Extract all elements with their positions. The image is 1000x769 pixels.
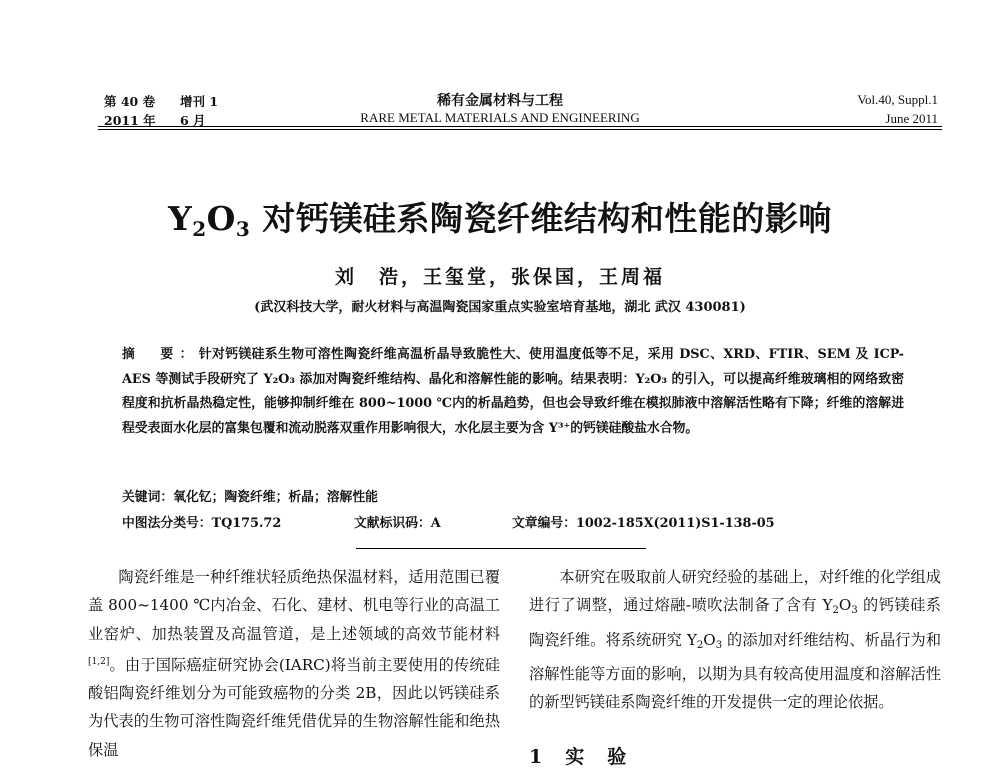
header-rule-thin — [98, 129, 942, 130]
affiliation: (武汉科技大学，耐火材料与高温陶瓷国家重点实验室培育基地，湖北 武汉 430081) — [254, 300, 746, 315]
keywords-label: 关键词： — [122, 490, 174, 505]
body-column-left — [88, 563, 500, 764]
author-list: 刘 浩，王玺堂，张保国，王周福 — [334, 266, 665, 288]
publication-month: 6 月 — [180, 113, 206, 128]
body-column-right — [529, 563, 941, 716]
publication-year: 2011 年 — [104, 113, 156, 128]
abstract-divider — [356, 548, 646, 549]
journal-title-cn: 稀有金属材料与工程 — [437, 93, 563, 109]
intro-paragraph: 陶瓷纤维是一种纤维状轻质绝热保温材料，适用范围已覆盖 800~1400 ℃内冶金、石化、建材、机电等行业的高温工业窑炉、加热装置及高温管道，是上述领域的高效节能材料[1,2]。由于国际癌症研究协会(IARC)将当前主要使用的传统硅酸铝陶瓷纤维划分为可能致癌物的分类 2B，因此以钙镁硅系为代表的生物可溶性陶瓷纤维凭借优异的生物溶解性能和绝热保温 — [88, 568, 500, 759]
section-heading: 1 实 验 — [529, 746, 629, 768]
date-en: June 2011 — [885, 111, 938, 126]
clc-number: 中图法分类号：TQ175.72 — [122, 516, 282, 531]
document-code: 文献标识码：A — [354, 516, 441, 531]
supplement-number: 增刊 1 — [180, 94, 219, 109]
journal-title-en: RARE METAL MATERIALS AND ENGINEERING — [360, 110, 640, 125]
volume-number: 第 40 卷 — [104, 94, 156, 109]
abstract-label: 摘 要： — [122, 347, 199, 362]
article-title: $Y_2O_3$ 对钙镁硅系陶瓷纤维结构和性能的影响 — [168, 199, 832, 241]
header-rule — [98, 126, 942, 127]
keywords — [122, 486, 378, 505]
volume-en: Vol.40, Suppl.1 — [857, 92, 938, 107]
article-number: 文章编号：1002-185X(2011)S1-138-05 — [512, 516, 775, 531]
keywords-text: 氧化钇；陶瓷纤维；析晶；溶解性能 — [173, 490, 378, 505]
abstract-text: 针对钙镁硅系生物可溶性陶瓷纤维高温析晶导致脆性大、使用温度低等不足，采用 DSC、XRD、FTIR、SEM 及 ICP-AES 等测试手段研究了 Y₂O₃ 添加对陶瓷纤维结构、晶化和溶解性能的影响。结果表明：Y₂O₃ 的引入，可以提高纤维玻璃相的网络致密程度和抗析晶热稳定性，能够抑制纤维在 800~1000 ℃内的析晶趋势，但也会导致纤维在模拟肺液中溶解活性略有下降；纤维的溶解进程受表面水化层的富集包覆和流动脱落双重作用影响很大，水化层主要为含 Y³⁺的钙镁硅酸盐水合物。 — [122, 347, 904, 436]
study-paragraph: 本研究在吸取前人研究经验的基础上，对纤维的化学组成进行了调整，通过熔融-喷吹法制备了含有 $Y_2O_3$ 的钙镁硅系陶瓷纤维。将系统研究 $Y_2O_3$ 的添加对纤维结构、析晶行为和溶解性能等方面的影响，以期为具有较高使用温度和溶解活性的新型钙镁硅系陶瓷纤维的开发提供一定的理论依据。 — [529, 568, 942, 712]
abstract — [122, 343, 904, 441]
citation-1-2: [1,2] — [88, 656, 110, 667]
